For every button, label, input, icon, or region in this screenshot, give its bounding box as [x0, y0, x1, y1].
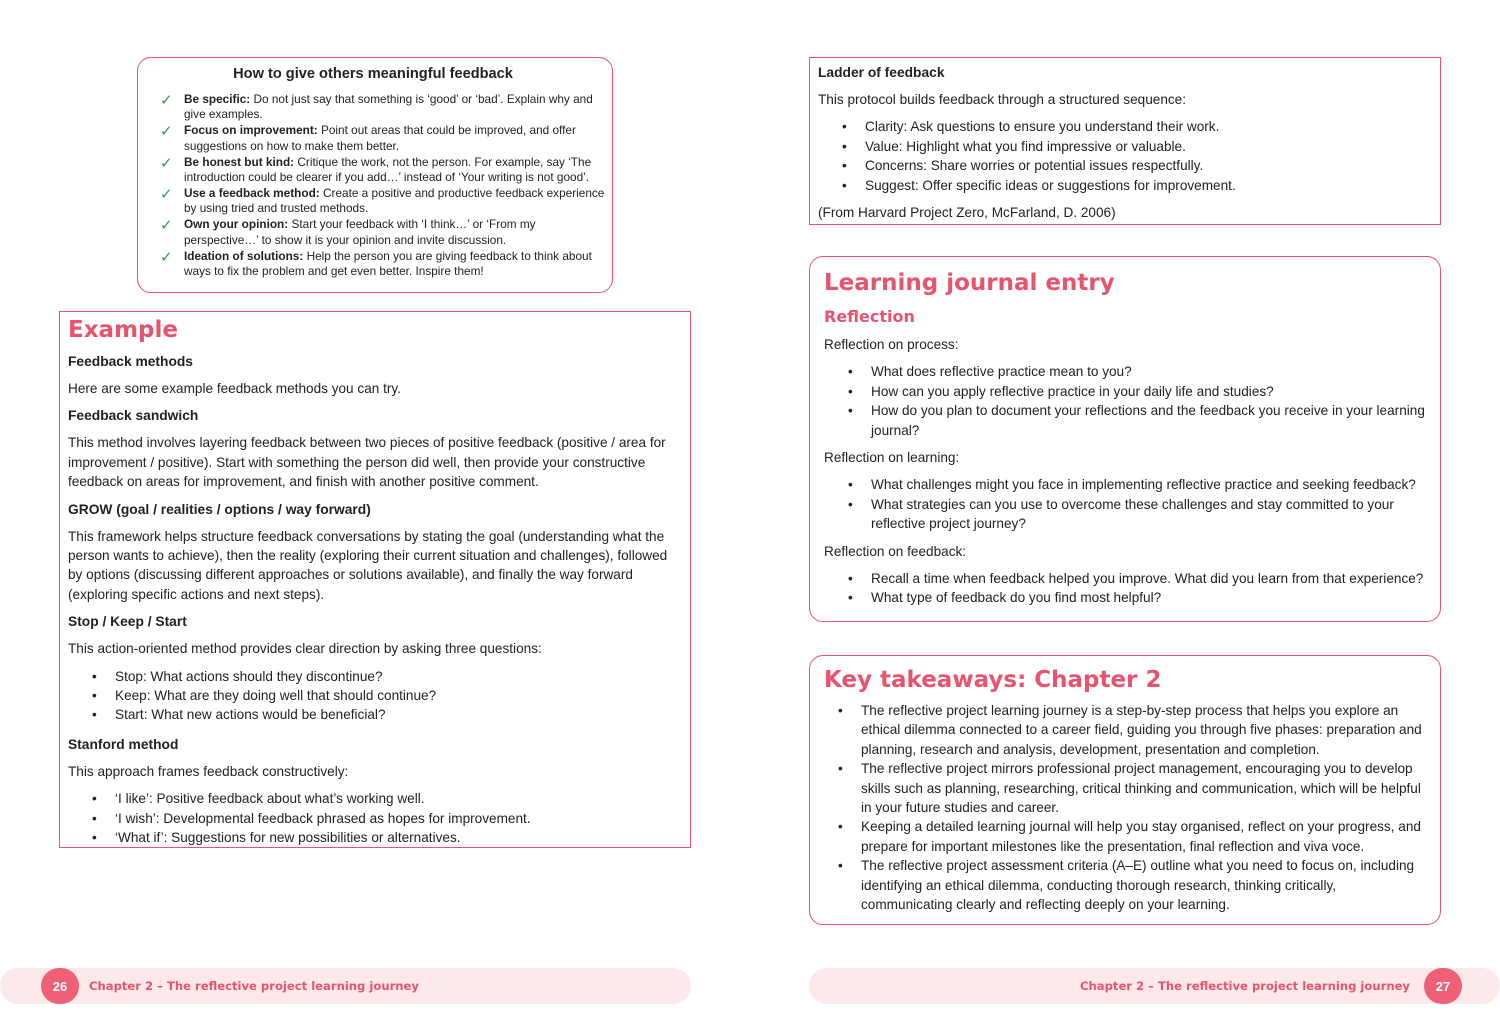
list-item: • Clarity: Ask questions to ensure you understand their work.	[818, 117, 1432, 136]
tip-item	[138, 217, 608, 248]
tip-text: Create a positive and productive feedback experience by using tried and trusted methods.	[184, 185, 605, 216]
tip-item	[138, 186, 608, 217]
list-item: • Concerns: Share worries or potential issues respectfully.	[818, 156, 1432, 175]
page-number-left: 26	[41, 968, 79, 1004]
page-number-right: 27	[1424, 968, 1462, 1004]
stanford-heading: Stanford method	[68, 736, 179, 752]
takeaways-list	[814, 701, 1426, 914]
tip-label: Be specific:	[184, 92, 251, 106]
checkmark-icon: ✓	[160, 248, 173, 266]
key-takeaways-box	[809, 655, 1441, 925]
list-item: • ‘What if’: Suggestions for new possibilities or alternatives.	[68, 828, 682, 847]
tip-text: Critique the work, not the person. For example, say ‘The introduction could be clearer if you add…’ instead of ‘Your writing is not good’.	[184, 154, 592, 185]
checkmark-icon: ✓	[160, 154, 173, 172]
learning-label: Reflection on learning:	[824, 450, 960, 466]
list-item: • ‘I like’: Positive feedback about what’s working well.	[68, 789, 682, 808]
journal-title: Learning journal entry	[824, 270, 1115, 296]
journal-subtitle: Reflection	[824, 307, 915, 326]
list-item: • Keep: What are they doing well that should continue?	[68, 686, 682, 705]
list-item: • Recall a time when feedback helped you improve. What did you learn from that experience?	[824, 569, 1426, 588]
tip-item	[138, 92, 608, 123]
process-label: Reflection on process:	[824, 337, 959, 352]
list-item: • The reflective project mirrors professional project management, encouraging you to develop skills such as planning, researching, critical thinking and communication, which will be helpful in your future studies and career.	[814, 759, 1426, 817]
tip-item	[138, 249, 608, 280]
sandwich-heading: Feedback sandwich	[68, 408, 199, 424]
footer-left	[0, 968, 691, 1004]
feedback-list	[824, 569, 1426, 608]
ladder-intro: This protocol builds feedback through a structured sequence:	[818, 92, 1187, 107]
tip-label: Own your opinion:	[184, 217, 289, 232]
checkmark-icon: ✓	[160, 185, 173, 203]
footer-right	[809, 968, 1500, 1004]
example-title: Example	[68, 317, 178, 343]
ladder-source: (From Harvard Project Zero, McFarland, D. 2006)	[818, 205, 1116, 221]
checkmark-icon: ✓	[160, 123, 173, 141]
list-item: • Keeping a detailed learning journal will help you stay organised, reflect on your progress, and prepare for important milestones like the presentation, final reflection and viva voce.	[814, 817, 1426, 856]
tip-text: Start your feedback with ‘I think…’ or ‘From my perspective…’ to show it is your opinion and invite discussion.	[184, 217, 536, 247]
checkmark-icon: ✓	[160, 217, 173, 235]
tip-label: Ideation of solutions:	[184, 248, 304, 263]
tips-list	[138, 92, 608, 279]
ladder-box	[809, 57, 1441, 225]
tip-item	[138, 123, 608, 154]
methods-heading: Feedback methods	[68, 354, 193, 369]
checkmark-icon: ✓	[160, 92, 173, 109]
tip-label: Focus on improvement:	[184, 123, 318, 138]
stanford-text: This approach frames feedback constructively:	[68, 763, 349, 779]
list-item: • What does reflective practice mean to you?	[824, 362, 1426, 381]
grow-heading: GROW (goal / realities / options / way forward)	[68, 501, 371, 517]
ssk-text: This action-oriented method provides clear direction by asking three questions:	[68, 641, 542, 657]
ladder-list	[818, 117, 1432, 195]
list-item: • The reflective project learning journey is a step-by-step process that helps you explore an ethical dilemma connected to a career field, guiding you through five phases: preparation and planning, research and analysis, development, presentation and completion.	[814, 701, 1426, 759]
ssk-list	[68, 667, 682, 725]
feedback-tips-box	[137, 57, 613, 293]
footer-chapter-right: Chapter 2 – The reflective project learning journey	[1080, 979, 1410, 993]
list-item: • Stop: What actions should they discontinue?	[68, 667, 682, 686]
learning-list	[824, 475, 1426, 533]
tip-text: Help the person you are giving feedback to think about ways to fix the problem and get even better. Inspire them!	[184, 248, 592, 278]
methods-intro: Here are some example feedback methods you can try.	[68, 381, 401, 396]
list-item: • ‘I wish’: Developmental feedback phrased as hopes for improvement.	[68, 809, 682, 828]
process-list	[824, 362, 1426, 440]
example-box	[59, 311, 691, 848]
sandwich-text: This method involves layering feedback between two pieces of positive feedback (positive / area for improvement / positive). Start with something the person did well, then provide your constructive feedback on areas for improvement, and finish with another positive comment.	[68, 435, 666, 490]
list-item: • What type of feedback do you find most helpful?	[824, 588, 1426, 607]
stanford-list	[68, 789, 682, 847]
footer-chapter-left: Chapter 2 – The reflective project learning journey	[89, 979, 419, 993]
feedback-label: Reflection on feedback:	[824, 543, 967, 559]
ssk-heading: Stop / Keep / Start	[68, 614, 187, 630]
tip-text: Do not just say that something is ‘good’ or ‘bad’. Explain why and give examples.	[184, 92, 593, 122]
list-item: • The reflective project assessment criteria (A–E) outline what you need to focus on, including identifying an ethical dilemma, conducting thorough research, thinking critically, communicating clearly and reflecting deeply on your learning.	[814, 856, 1426, 914]
learning-journal-box	[809, 256, 1441, 622]
list-item: • Suggest: Offer specific ideas or suggestions for improvement.	[818, 176, 1432, 195]
takeaways-title: Key takeaways: Chapter 2	[824, 667, 1162, 693]
tips-title: How to give others meaningful feedback	[233, 66, 513, 82]
tip-item	[138, 155, 608, 186]
list-item: • How can you apply reflective practice in your daily life and studies?	[824, 382, 1426, 401]
list-item: • What challenges might you face in implementing reflective practice and seeking feedback?	[824, 475, 1426, 494]
list-item: • Value: Highlight what you find impressive or valuable.	[818, 137, 1432, 156]
list-item: • How do you plan to document your reflections and the feedback you receive in your learning journal?	[824, 401, 1426, 440]
list-item: • What strategies can you use to overcome these challenges and stay committed to your reflective project journey?	[824, 495, 1426, 534]
tip-label: Use a feedback method:	[184, 185, 320, 200]
grow-text: This framework helps structure feedback conversations by stating the goal (understanding what the person wants to achieve), then the reality (exploring their current situation and challenges), followed by options (discussing different approaches or solutions available), and finally the way forward (exploring specific actions and next steps).	[68, 528, 668, 602]
tip-text: Point out areas that could be improved, and offer suggestions on how to make them better.	[184, 123, 576, 153]
ladder-heading: Ladder of feedback	[818, 65, 945, 80]
tip-label: Be honest but kind:	[184, 154, 295, 169]
list-item: • Start: What new actions would be beneficial?	[68, 705, 682, 724]
